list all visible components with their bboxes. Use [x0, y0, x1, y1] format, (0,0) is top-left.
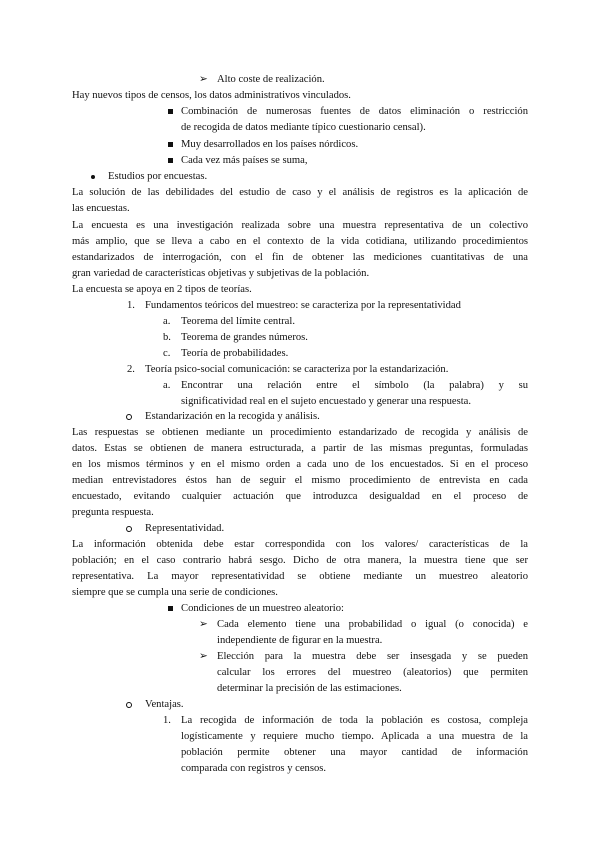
text-line: Fundamentos teóricos del muestreo: se caracteriza por la representatividad: [145, 300, 461, 311]
text-line: La información obtenida debe estar correspondida con los valores/ características de la: [72, 539, 528, 550]
text-line: las encuestas.: [72, 203, 130, 214]
letter-marker: a.: [163, 316, 171, 327]
text-line: Hay nuevos tipos de censos, los datos administrativos vinculados.: [72, 90, 351, 101]
hollow-bullet-icon: [126, 702, 132, 708]
text-line: Encontrar una relación entre el símbolo (la palabra) y su: [181, 380, 528, 391]
text-line: Cada vez más países se suma,: [181, 155, 308, 166]
text-line: estandarizados de interrogación, con el fin de obtener las mediciones cuantitativas de una: [72, 252, 528, 263]
text-line: Las respuestas se obtienen mediante un procedimiento estandarizado de recogida y análisis de: [72, 427, 528, 438]
text-line: determinar la precisión de las estimaciones.: [217, 683, 402, 694]
text-line: encuestado, evitando cualquier actuación que introduzca desigualdad en el proceso de: [72, 491, 528, 502]
text-line: La encuesta es una investigación realizada sobre una muestra representativa de un colectivo: [72, 220, 528, 231]
text-line: población; en el caso contrario habrá sesgo. Dicho de otra manera, la muestra tiene que ser: [72, 555, 528, 566]
text-line: representativa. La mayor representatividad se obtiene mediante un muestreo aleatorio: [72, 571, 528, 582]
text-line: más amplio, que se lleva a cabo en el contexto de la vida cotidiana, utilizando procedimientos: [72, 236, 528, 247]
text-line: calcular los errores del muestreo (aleatorios) que permiten: [217, 667, 528, 678]
arrow-bullet-icon: ➢: [199, 74, 208, 85]
number-marker: 1.: [127, 300, 135, 311]
text-line: Cada elemento tiene una probabilidad o igual (o conocida) e: [217, 619, 528, 630]
text-line: datos. Estas se obtienen de manera estructurada, a partir de las mismas preguntas, formuladas: [72, 443, 528, 454]
letter-marker: c.: [163, 348, 171, 359]
text-line: Ventajas.: [145, 699, 184, 710]
text-line: población permite obtener una mayor cantidad de información: [181, 747, 528, 758]
number-marker: 1.: [163, 715, 171, 726]
text-line: La encuesta se apoya en 2 tipos de teorías.: [72, 284, 252, 295]
text-line: siempre que se cumpla una serie de condiciones.: [72, 587, 278, 598]
text-line: logísticamente y requiere mucho tiempo. Aplicada a una muestra de la: [181, 731, 528, 742]
text-line: Teorema de grandes números.: [181, 332, 308, 343]
text-line: median entrevistadores éstos han de seguir el mismo procedimiento de entrevista en cada: [72, 475, 528, 486]
text-line: Condiciones de un muestreo aleatorio:: [181, 603, 344, 614]
text-line: Elección para la muestra debe ser insesgada y se pueden: [217, 651, 528, 662]
text-line: significatividad real en el sujeto encuestado y generar una respuesta.: [181, 396, 472, 407]
hollow-bullet-icon: [126, 526, 132, 532]
text-line: Combinación de numerosas fuentes de datos eliminación o restricción: [181, 106, 528, 117]
round-bullet-icon: [91, 175, 95, 179]
letter-marker: a.: [163, 380, 171, 391]
text-line: Muy desarrollados en los países nórdicos.: [181, 139, 359, 150]
text-line: en los mismos términos y en el mismo orden a cada uno de los encuestados. Si en el proceso: [72, 459, 528, 470]
text-line: comparada con registros y censos.: [181, 763, 327, 774]
text-line: Representatividad.: [145, 523, 225, 534]
square-bullet-icon: [168, 606, 173, 611]
text-line: Teoría psico-social comunicación: se caracteriza por la estandarización.: [145, 364, 449, 375]
square-bullet-icon: [168, 142, 173, 147]
text-line: La recogida de información de toda la población es costosa, compleja: [181, 715, 528, 726]
arrow-bullet-icon: ➢: [199, 619, 208, 630]
number-marker: 2.: [127, 364, 135, 375]
text-line: Teoría de probabilidades.: [181, 348, 289, 359]
text-line: independiente de figurar en la muestra.: [217, 635, 383, 646]
text-line: La solución de las debilidades del estudio de caso y el análisis de registros es la aplicación de: [72, 187, 528, 198]
text-line: Estandarización en la recogida y análisis.: [145, 411, 320, 422]
text-line: de recogida de datos mediante típico cuestionario censal).: [181, 122, 426, 133]
text-line: pregunta respuesta.: [72, 507, 154, 518]
text-line: Teorema del límite central.: [181, 316, 295, 327]
text-line: gran variedad de características objetivas y subjetivas de la población.: [72, 268, 370, 279]
arrow-bullet-icon: ➢: [199, 651, 208, 662]
square-bullet-icon: [168, 109, 173, 114]
hollow-bullet-icon: [126, 414, 132, 420]
text-line: Estudios por encuestas.: [108, 171, 208, 182]
text-line: Alto coste de realización.: [217, 74, 325, 85]
letter-marker: b.: [163, 332, 171, 343]
square-bullet-icon: [168, 158, 173, 163]
